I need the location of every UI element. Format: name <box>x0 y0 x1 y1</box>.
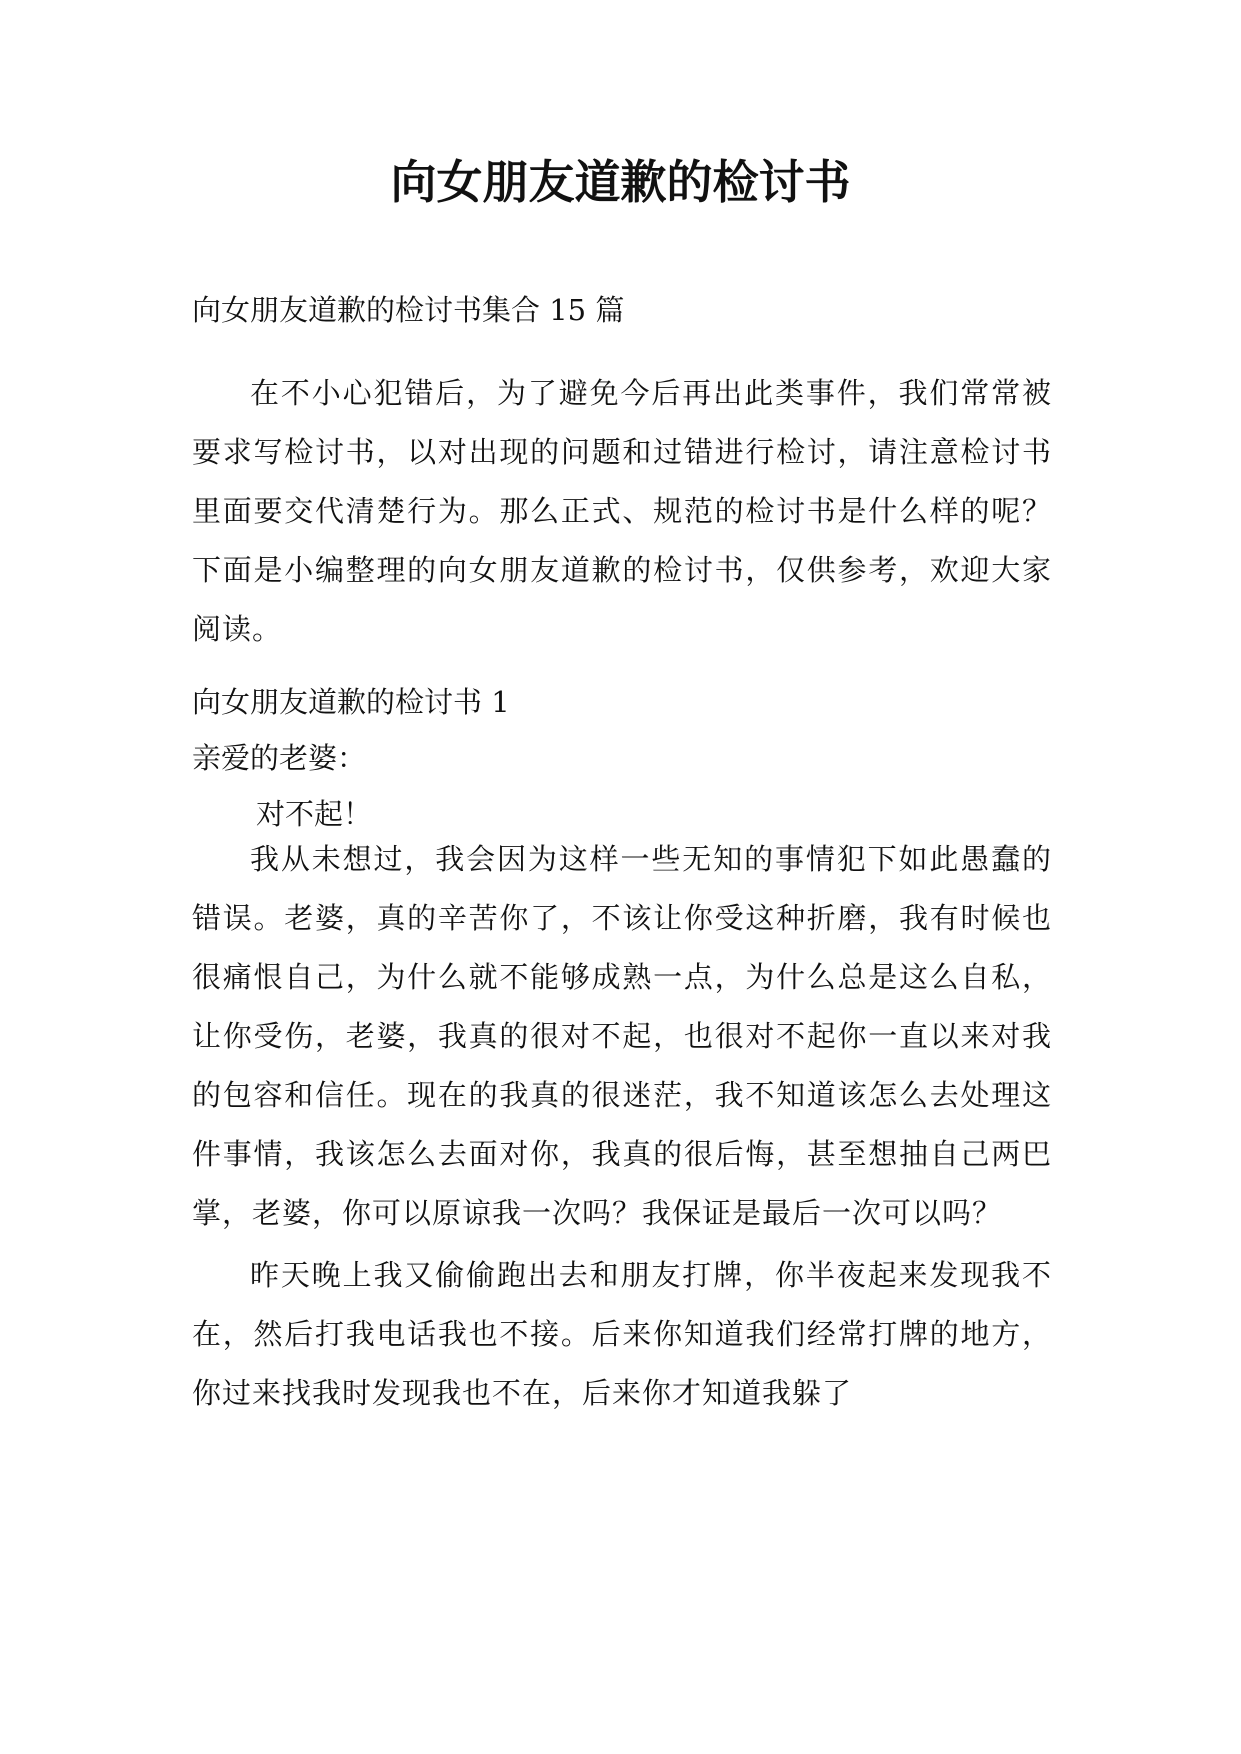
intro-paragraph: 在不小心犯错后，为了避免今后再出此类事件，我们常常被要求写检讨书，以对出现的问题和过错进行检讨，请注意检讨书里面要交代清楚行为。那么正式、规范的检讨书是什么样的呢？下面是小编整理的向女朋友道歉的检讨书，仅供参考，欢迎大家阅读。 <box>192 376 1052 646</box>
body-paragraph: 我从未想过，我会因为这样一些无知的事情犯下如此愚蠢的错误。老婆，真的辛苦你了，不该让你受这种折磨，我有时候也很痛恨自己，为什么就不能够成熟一点，为什么总是这么自私，让你受伤，老婆，我真的很对不起，也很对不起你一直以来对我的包容和信任。现在的我真的很迷茫，我不知道该怎么去处理这件事情，我该怎么去面对你，我真的很后悔，甚至想抽自己两巴掌，老婆，你可以原谅我一次吗？我保证是最后一次可以吗？ <box>192 842 1052 1230</box>
apology-line: 对不起！ <box>256 797 373 831</box>
document-subtitle: 向女朋友道歉的检讨书集合 15 篇 <box>192 293 625 327</box>
document-title: 向女朋友道歉的检讨书 <box>390 155 851 209</box>
salutation: 亲爱的老婆： <box>192 741 367 775</box>
body-paragraph: 昨天晚上我又偷偷跑出去和朋友打牌，你半夜起来发现我不在，然后打我电话我也不接。后来你知道我们经常打牌的地方，你过来找我时发现我也不在，后来你才知道我躲了 <box>192 1258 1052 1410</box>
section-heading: 向女朋友道歉的检讨书 1 <box>192 685 510 719</box>
